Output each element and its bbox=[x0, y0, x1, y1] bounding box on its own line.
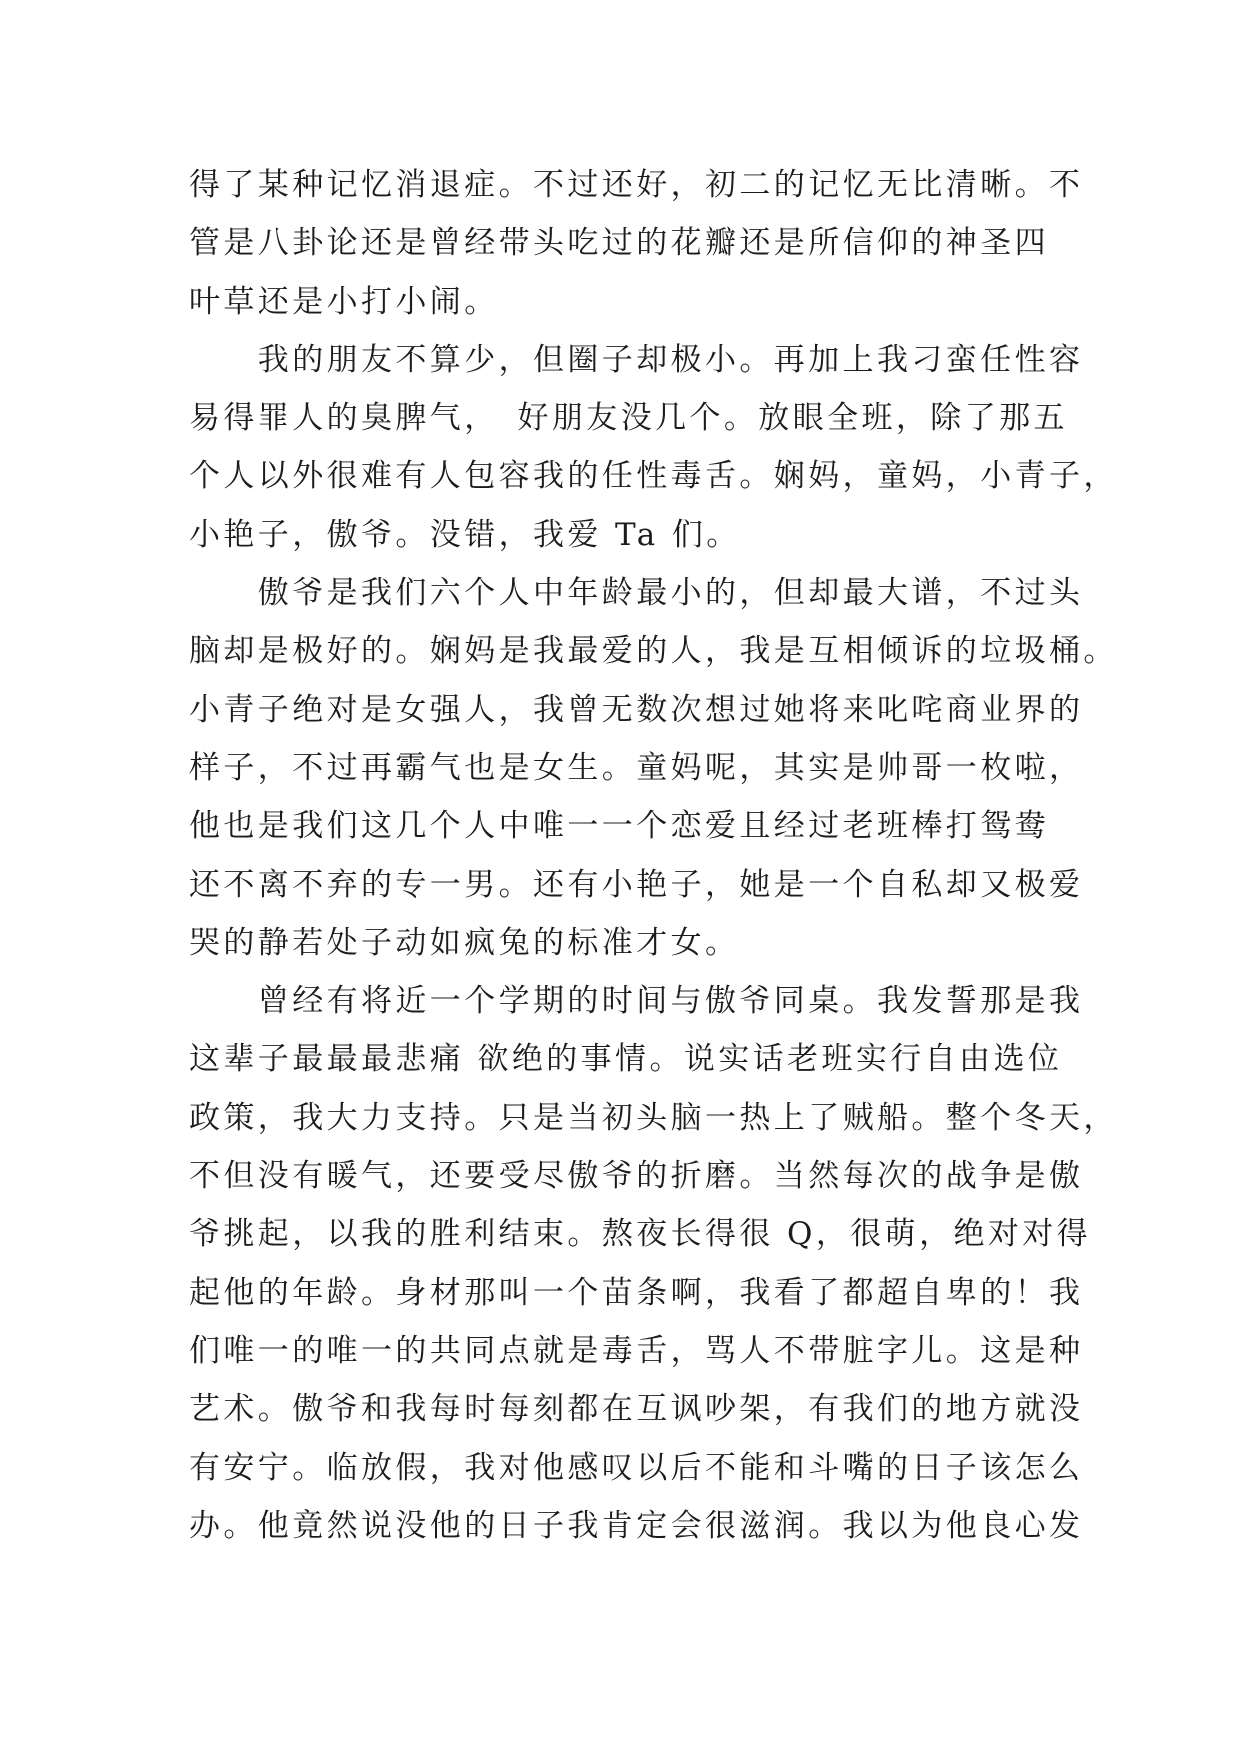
paragraph-4 bbox=[189, 972, 1118, 1555]
text-line: 傲爷是我们六个人中年龄最小的，但却最大谱，不过头 bbox=[189, 575, 1084, 612]
text-line: 管是八卦论还是曾经带头吃过的花瓣还是所信仰的神圣四 bbox=[189, 225, 1049, 262]
text-line: 这辈子最最最悲痛 欲绝的事情。说实话老班实行自由选位 bbox=[189, 1041, 1063, 1078]
text-line: 小艳子，傲爷。没错，我爱 Ta 们。 bbox=[189, 516, 741, 553]
text-line: 不但没有暖气，还要受尽傲爷的折磨。当然每次的战争是傲 bbox=[189, 1158, 1084, 1195]
text-line: 小青子绝对是女强人，我曾无数次想过她将来叱咤商业界的 bbox=[189, 691, 1084, 728]
text-line: 爷挑起，以我的胜利结束。熬夜长得很 Q，很萌，绝对对得 bbox=[189, 1216, 1092, 1253]
paragraph-1 bbox=[189, 156, 1084, 331]
text-line: 脑却是极好的。娴妈是我最爱的人，我是互相倾诉的垃圾桶。 bbox=[189, 633, 1118, 670]
text-line: 有安宁。临放假，我对他感叹以后不能和斗嘴的日子该怎么 bbox=[189, 1449, 1084, 1486]
text-line: 我的朋友不算少，但圈子却极小。再加上我刁蛮任性容 bbox=[189, 341, 1084, 378]
text-line: 易得罪人的臭脾气， 好朋友没几个。放眼全班，除了那五 bbox=[189, 400, 1068, 437]
text-line: 起他的年龄。身材那叫一个苗条啊，我看了都超自卑的！我 bbox=[189, 1274, 1084, 1311]
text-line: 得了某种记忆消退症。不过还好，初二的记忆无比清晰。不 bbox=[189, 167, 1084, 203]
text-line: 办。他竟然说没他的日子我肯定会很滋润。我以为他良心发 bbox=[189, 1507, 1084, 1544]
text-line: 哭的静若处子动如疯兔的标准才女。 bbox=[189, 924, 740, 961]
text-line: 们唯一的唯一的共同点就是毒舌，骂人不带脏字儿。这是种 bbox=[189, 1332, 1084, 1369]
text-line: 政策，我大力支持。只是当初头脑一热上了贼船。整个冬天， bbox=[189, 1099, 1118, 1136]
text-line: 曾经有将近一个学期的时间与傲爷同桌。我发誓那是我 bbox=[189, 983, 1084, 1020]
text-line: 艺术。傲爷和我每时每刻都在互讽吵架，有我们的地方就没 bbox=[189, 1391, 1084, 1428]
text-line: 个人以外很难有人包容我的任性毒舌。娴妈，童妈，小青子， bbox=[189, 458, 1118, 495]
paragraph-3 bbox=[189, 564, 1118, 972]
document-body bbox=[189, 156, 1118, 1555]
text-line: 叶草还是小打小闹。 bbox=[189, 283, 499, 320]
text-line: 样子，不过再霸气也是女生。童妈呢，其实是帅哥一枚啦， bbox=[189, 749, 1084, 786]
paragraph-2 bbox=[189, 331, 1118, 564]
text-line: 还不离不弃的专一男。还有小艳子，她是一个自私却又极爱 bbox=[189, 866, 1084, 903]
text-line: 他也是我们这几个人中唯一一个恋爱且经过老班棒打鸳鸯 bbox=[189, 808, 1049, 845]
